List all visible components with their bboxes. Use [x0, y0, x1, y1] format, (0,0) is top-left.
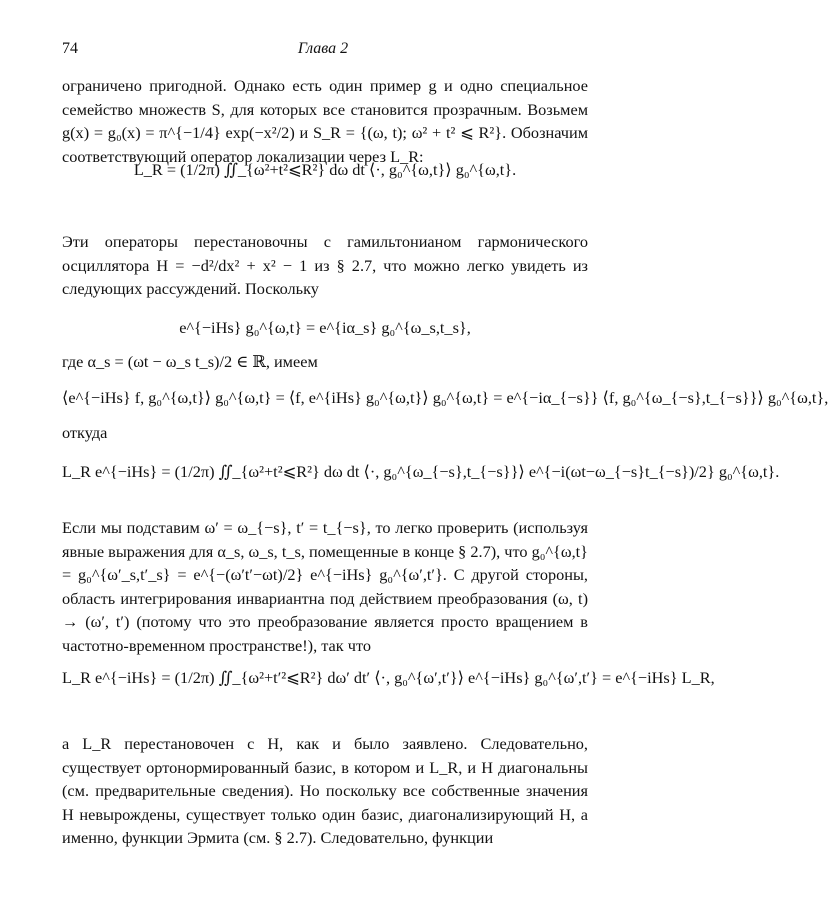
equation-1-text: L_R = (1/2π) ∬_{ω²+t²⩽R²} dω dt ⟨·, g₀^{ω,t}⟩ g₀^{ω,t}. — [133, 160, 517, 179]
equation-4 — [62, 462, 780, 482]
equation-3-text: ⟨e^{−iHs} f, g₀^{ω,t}⟩ g₀^{ω,t} = ⟨f, e^{iHs} g₀^{ω,t}⟩ g₀^{ω,t} = e^{−iα_{−s}} ⟨f, g₀^{ω_{−s},t_{−s}}⟩ g₀^{ω,t}, — [62, 388, 828, 407]
equation-2-text: e^{−iHs} g₀^{ω,t} = e^{iα_s} g₀^{ω_s,t_s}, — [179, 318, 471, 337]
equation-3 — [62, 388, 828, 408]
equation-4-text: L_R e^{−iHs} = (1/2π) ∬_{ω²+t²⩽R²} dω dt ⟨·, g₀^{ω_{−s},t_{−s}}⟩ e^{−i(ωt−ω_{−s}t_{−s})/2} g₀^{ω,t}. — [62, 462, 780, 481]
page-number: 74 — [62, 40, 78, 57]
equation-2 — [62, 318, 588, 338]
paragraph-6: а L_R перестановочен с H, как и было заявлено. Следовательно, существует ортонормированный базис, в котором и L_R, и H диагональны (см. предварительные сведения). Но поскольку все собственные значения H невырождены, существует только один базис, диагонализирующий H, а именно, функции Эрмита (см. § 2.7). Следовательно, функции — [62, 734, 588, 848]
paragraph-2: Эти операторы перестановочны с гамильтонианом гармонического осциллятора H = −d²/dx² + x² − 1 из § 2.7, что можно легко увидеть из следующих рассуждений. Поскольку — [62, 232, 588, 299]
running-header: Глава 2 — [297, 40, 349, 57]
equation-1 — [62, 160, 588, 180]
paragraph-5: Если мы подставим ω′ = ω_{−s}, t′ = t_{−s}, то легко проверить (используя явные выражения для α_s, ω_s, t_s, помещенные в конце § 2.7), что g₀^{ω,t} = g₀^{ω′_s,t′_s} = e^{−(ω′t′−ωt)/2} e^{−iHs} g₀^{ω′,t′}. С другой стороны, область интегрирования инвариантна под действием преобразования (ω, t) → (ω′, t′) (потому что это преобразование является просто вращением в частотно-временном пространстве!), так что — [62, 518, 588, 655]
paragraph-4: откуда — [62, 423, 108, 442]
equation-5-text: L_R e^{−iHs} = (1/2π) ∬_{ω²+t′²⩽R²} dω′ dt′ ⟨·, g₀^{ω′,t′}⟩ e^{−iHs} g₀^{ω′,t′} = e^{−iHs} L_R, — [62, 668, 715, 687]
equation-5 — [62, 668, 715, 688]
paragraph-1: ограничено пригодной. Однако есть один пример g и одно специальное семейство множеств S, для которых все становится прозрачным. Возьмем g(x) = g₀(x) = π^{−1/4} exp(−x²/2) и S_R = {(ω, t); ω² + t² ⩽ R²}. Обозначим соответствующий оператор локализации через L_R: — [62, 76, 588, 166]
paragraph-3: где α_s = (ωt − ω_s t_s)/2 ∈ ℝ, имеем — [62, 352, 318, 371]
